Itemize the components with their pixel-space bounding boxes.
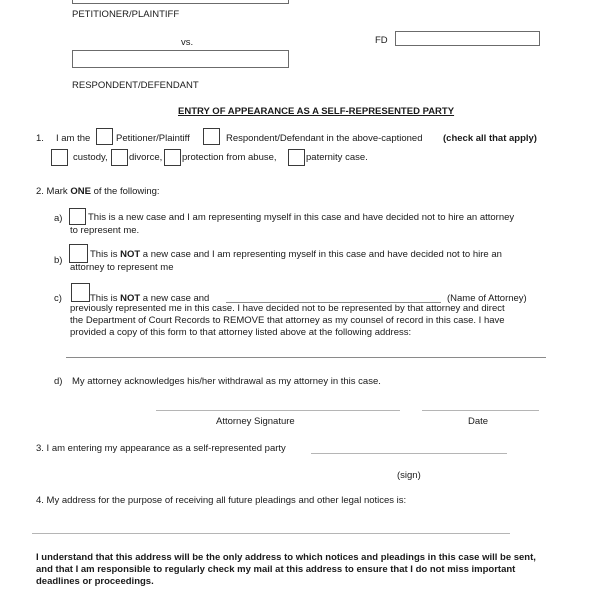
item2-lead: 2. Mark bbox=[36, 186, 68, 197]
petitioner-name-field[interactable] bbox=[72, 0, 289, 4]
item1-lead: I am the bbox=[56, 133, 91, 144]
fd-label: FD bbox=[375, 35, 388, 46]
date-label: Date bbox=[468, 416, 489, 427]
option-b-not: NOT bbox=[120, 249, 141, 260]
option-a-line1: This is a new case and I am representing myself in this case and have decided not to hire an attorney bbox=[88, 212, 515, 223]
check-all-note: (check all that apply) bbox=[443, 133, 537, 144]
protection-checkbox[interactable] bbox=[164, 149, 181, 166]
option-c-line3: the Department of Court Records to REMOVE that attorney as my counsel of record in this case. I have bbox=[70, 315, 505, 326]
fd-number-field[interactable] bbox=[395, 31, 540, 46]
respondent-option-label: Respondent/Defendant in the above-captioned bbox=[226, 133, 423, 144]
respondent-name-field[interactable] bbox=[72, 50, 289, 68]
option-d-letter: d) bbox=[54, 376, 63, 387]
option-b-line1 bbox=[90, 249, 502, 260]
option-c-letter: c) bbox=[54, 293, 62, 304]
custody-checkbox[interactable] bbox=[51, 149, 68, 166]
option-c-not: NOT bbox=[120, 293, 141, 304]
respondent-label: RESPONDENT/DEFENDANT bbox=[72, 80, 199, 91]
sign-label: (sign) bbox=[397, 470, 421, 481]
option-c-post: a new case and bbox=[142, 293, 210, 304]
divorce-label: divorce, bbox=[129, 152, 163, 163]
item4-text: 4. My address for the purpose of receiving all future pleadings and other legal notices is: bbox=[36, 495, 407, 506]
option-c-line4: provided a copy of this form to that attorney listed above at the following address: bbox=[70, 327, 412, 338]
item2-header bbox=[36, 186, 160, 197]
option-b-checkbox[interactable] bbox=[69, 244, 88, 263]
option-a-letter: a) bbox=[54, 213, 63, 224]
option-c-pre: This is bbox=[90, 293, 118, 304]
petitioner-checkbox[interactable] bbox=[96, 128, 113, 145]
attorney-name-label: (Name of Attorney) bbox=[447, 293, 527, 304]
option-b-line2: attorney to represent me bbox=[70, 262, 174, 273]
option-d-text: My attorney acknowledges his/her withdrawal as my attorney in this case. bbox=[72, 376, 381, 387]
item1-number: 1. bbox=[36, 133, 44, 144]
option-b-post: a new case and I am representing myself in this case and have decided not to hire an bbox=[142, 249, 502, 260]
option-c-checkbox[interactable] bbox=[71, 283, 90, 302]
notice-line3: deadlines or proceedings. bbox=[36, 576, 154, 587]
attorney-signature-line[interactable] bbox=[156, 410, 400, 411]
item3-text: 3. I am entering my appearance as a self-represented party bbox=[36, 443, 286, 454]
option-c-line2: previously represented me in this case. I have decided not to be represented by that attorney and direct bbox=[70, 303, 505, 314]
respondent-checkbox[interactable] bbox=[203, 128, 220, 145]
item2-one: ONE bbox=[70, 186, 91, 197]
mailing-address-line[interactable] bbox=[32, 533, 510, 534]
document-title: ENTRY OF APPEARANCE AS A SELF-REPRESENTED PARTY bbox=[178, 106, 455, 117]
notice-line2: and that I am responsible to regularly check my mail at this address to ensure that I do not miss important bbox=[36, 564, 516, 575]
attorney-address-line[interactable] bbox=[66, 357, 546, 358]
option-b-letter: b) bbox=[54, 255, 63, 266]
vs-label: vs. bbox=[181, 37, 194, 48]
option-a-line2: to represent me. bbox=[70, 225, 140, 236]
divorce-checkbox[interactable] bbox=[111, 149, 128, 166]
attorney-signature-label: Attorney Signature bbox=[216, 416, 295, 427]
protection-label: protection from abuse, bbox=[182, 152, 277, 163]
self-represented-signature-line[interactable] bbox=[311, 453, 507, 454]
notice-line1: I understand that this address will be the only address to which notices and pleadings in this case will be sent, bbox=[36, 552, 536, 563]
option-b-pre: This is bbox=[90, 249, 118, 260]
date-line[interactable] bbox=[422, 410, 539, 411]
petitioner-option-label: Petitioner/Plaintiff bbox=[116, 133, 190, 144]
petitioner-label: PETITIONER/PLAINTIFF bbox=[72, 9, 180, 20]
paternity-checkbox[interactable] bbox=[288, 149, 305, 166]
paternity-label: paternity case. bbox=[306, 152, 368, 163]
option-a-checkbox[interactable] bbox=[69, 208, 86, 225]
custody-label: custody, bbox=[73, 152, 108, 163]
item2-lead-tail: of the following: bbox=[93, 186, 160, 197]
